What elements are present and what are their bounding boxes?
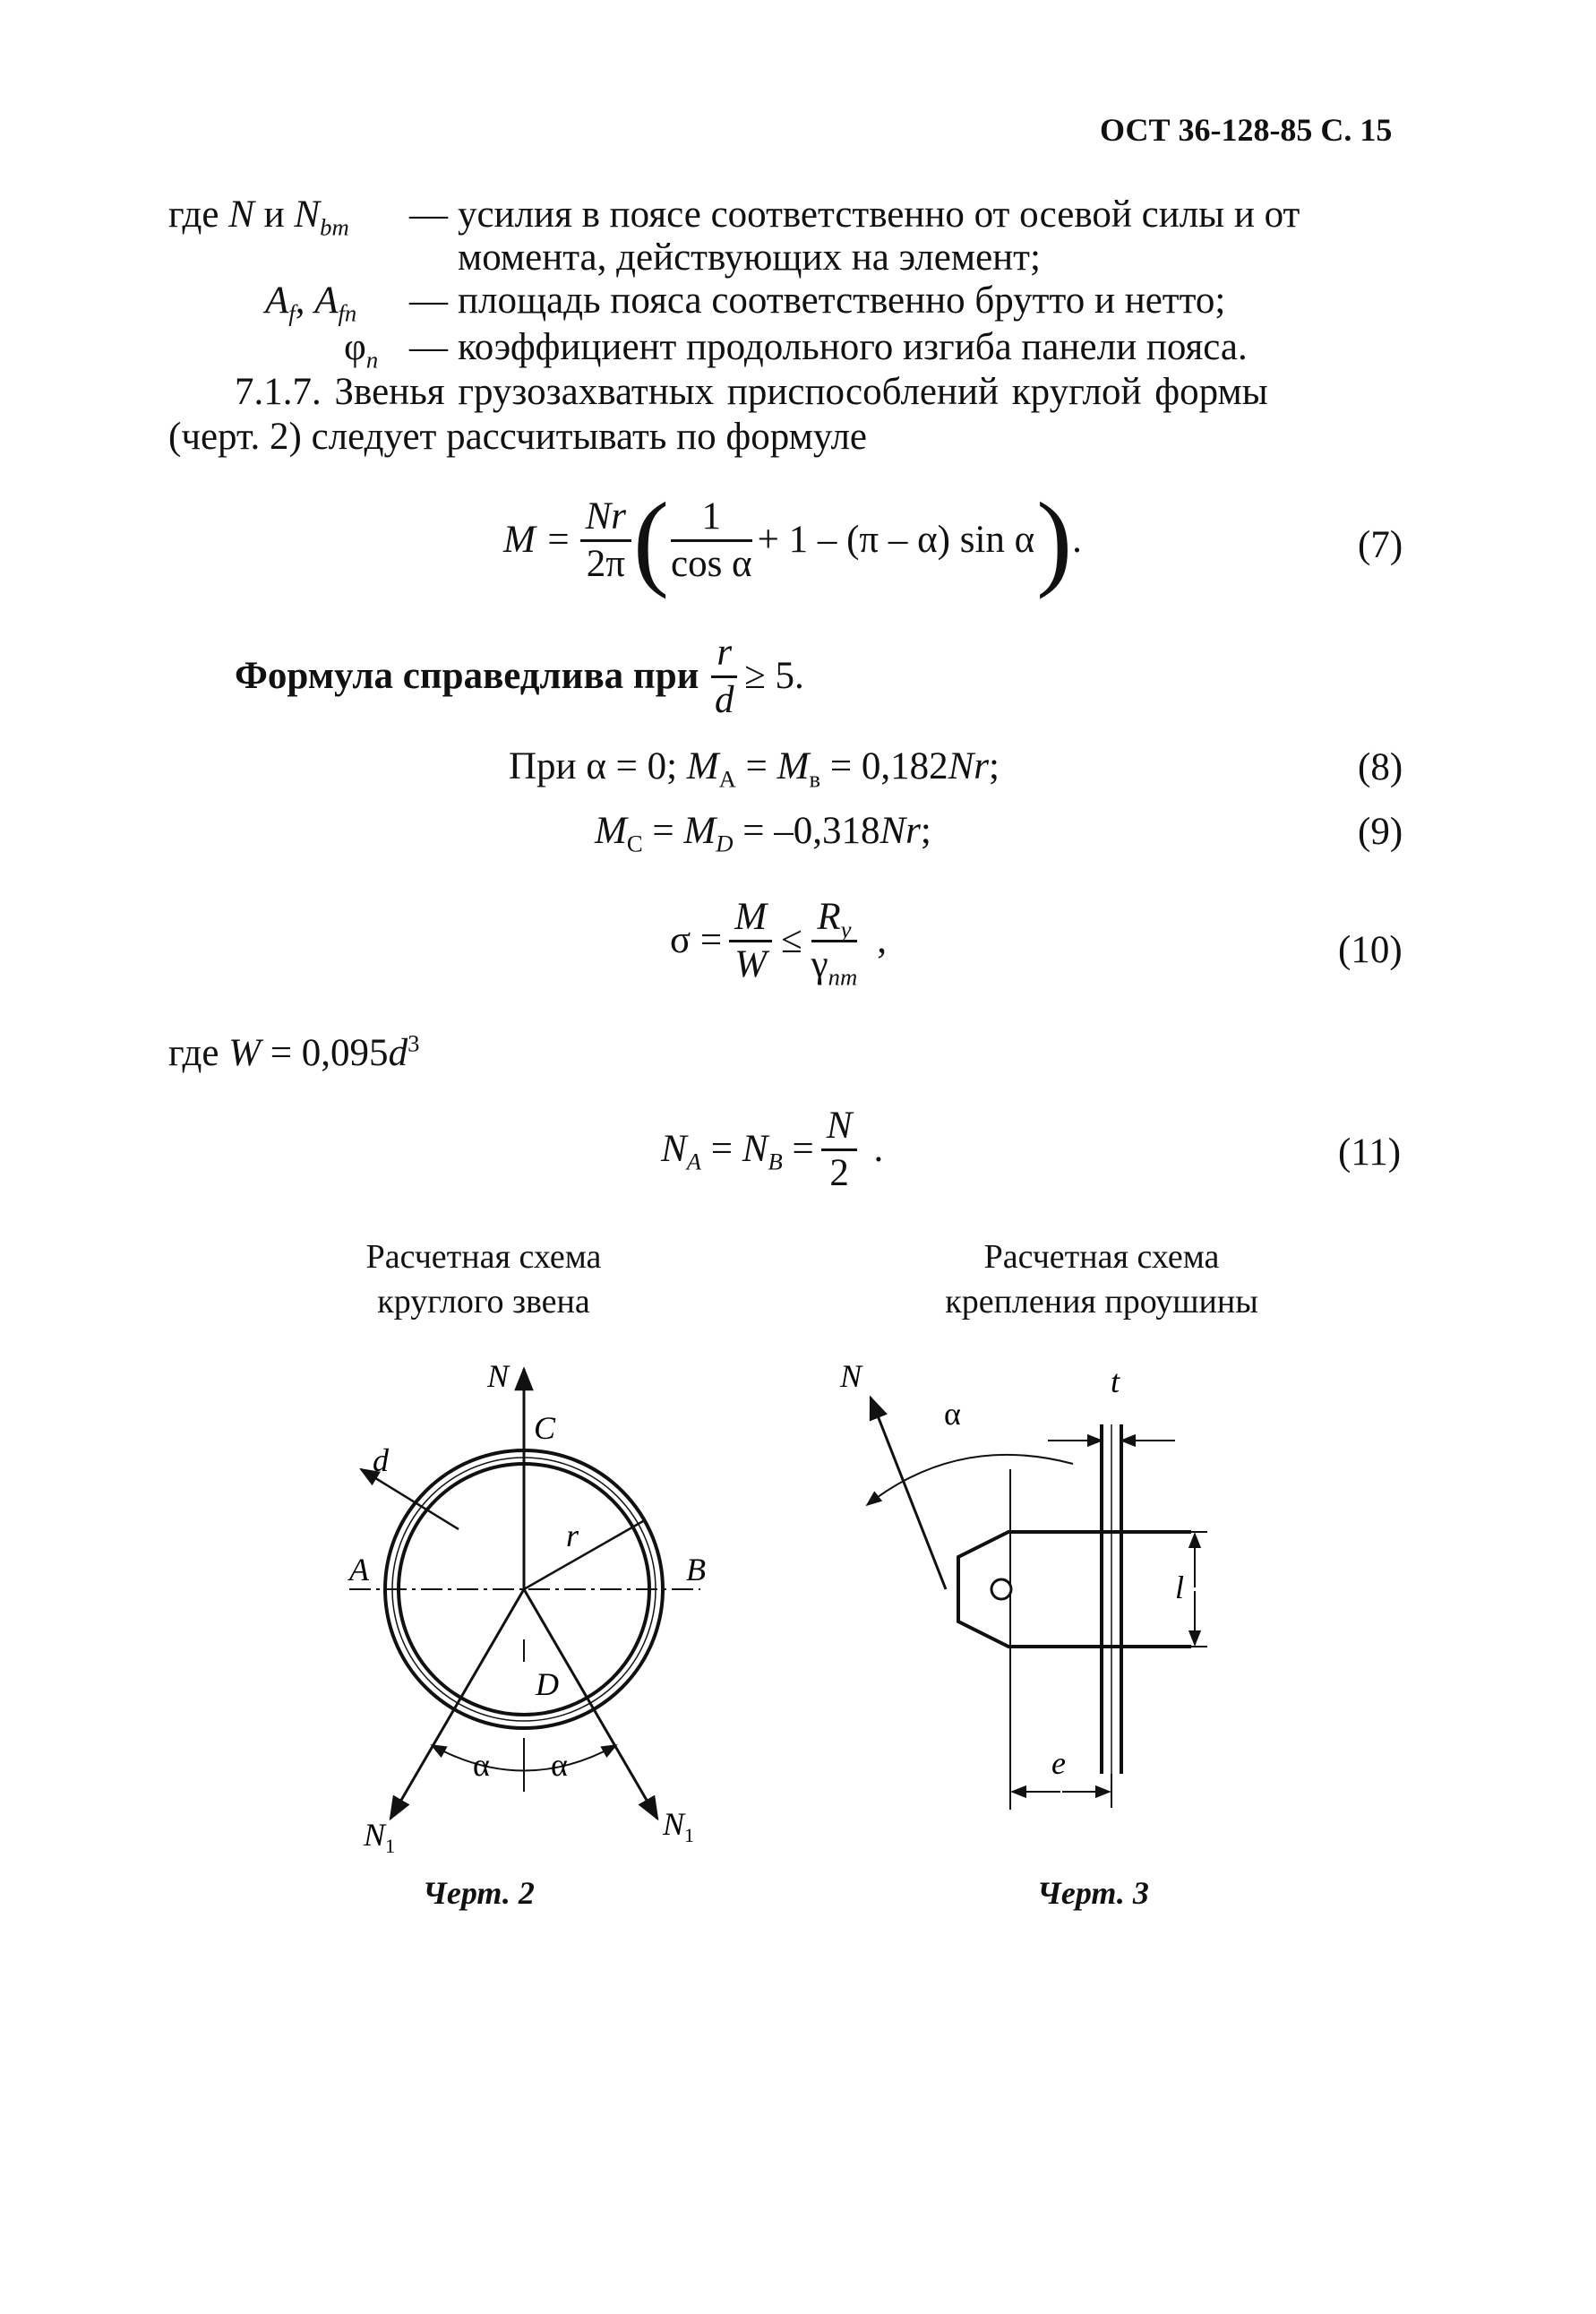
label-c: C xyxy=(534,1410,556,1446)
label-e: e xyxy=(1051,1745,1066,1781)
equation-10 xyxy=(670,882,887,999)
validity-rest: ≥ 5. xyxy=(744,655,804,697)
eq7-rest: + 1 – (π – α) sin α xyxy=(757,519,1035,561)
def-text: момента, действующих на элемент; xyxy=(458,237,1041,279)
figure-3-label: Черт. 3 xyxy=(1037,1875,1149,1911)
label-alpha: α xyxy=(944,1396,961,1432)
equation-7 xyxy=(503,480,1082,599)
eye-hole xyxy=(991,1579,1011,1599)
label-b: B xyxy=(686,1552,706,1587)
label-n: N xyxy=(487,1358,510,1394)
eq10-lhs: σ = xyxy=(670,919,723,961)
eq7-fraction: $\frac{Nr}{2\pi}$ xyxy=(580,495,631,586)
equation-number: (8) xyxy=(1358,746,1403,788)
equation-number: (11) xyxy=(1338,1131,1402,1174)
validity-condition xyxy=(235,627,804,726)
eq10-comma: , xyxy=(877,919,887,961)
def-dash: — xyxy=(409,280,448,322)
dimension-d-arrow xyxy=(361,1469,459,1529)
label-n1-right: $N_1$ xyxy=(663,1806,695,1846)
figure-2-round-link-diagram xyxy=(331,1344,725,1857)
def-symbol-phi-n: $\varphi_n$ xyxy=(344,326,379,374)
label-a: A xyxy=(349,1552,369,1587)
def-text: коэффициент продольного изгиба панели пояса. xyxy=(458,326,1248,368)
where-w: где $W = 0,095d^3$ xyxy=(168,1029,420,1074)
label-n1-left: $N_1$ xyxy=(364,1817,396,1857)
figure-2-label: Черт. 2 xyxy=(423,1875,535,1911)
radius-r-line xyxy=(524,1521,643,1589)
eq7-period: . xyxy=(1072,519,1082,561)
eq11-lhs: $N_A = N_B$ = xyxy=(661,1128,814,1175)
figure-3-eye-fastening-diagram xyxy=(833,1353,1209,1819)
eq7-right-paren: ) xyxy=(1036,480,1073,599)
def-text: площадь пояса соответственно брутто и нетто; xyxy=(458,280,1226,322)
eq7-lhs: M = xyxy=(503,519,571,561)
equation-number: (10) xyxy=(1338,929,1403,971)
paragraph-line: (черт. 2) следует рассчитывать по формуле xyxy=(168,416,868,458)
validity-fraction: $\frac{r}{d}$ xyxy=(711,631,737,722)
def-text: усилия в поясе соответственно от осевой силы и от xyxy=(458,194,1300,236)
figure-2-caption: Расчетная схема круглого звена xyxy=(365,1238,602,1320)
equation-number: (7) xyxy=(1358,524,1403,566)
force-n1-left-line xyxy=(390,1589,524,1819)
def-symbol-af-afn: $A_f$, $A_{fn}$ xyxy=(265,280,357,327)
document-reference: ОСТ 36-128-85 С. 15 xyxy=(1100,112,1393,148)
label-t: t xyxy=(1111,1363,1120,1399)
label-n: N xyxy=(840,1358,862,1394)
eq11-fraction: $\frac{N}{2}$ xyxy=(821,1104,858,1195)
equation-8: При α = 0; $M_A = M_в = 0,182Nr$; xyxy=(509,745,1000,793)
def-symbol-n-nbm: где N и $N_{bm}$ xyxy=(168,194,349,241)
eq11-period: . xyxy=(873,1128,884,1170)
label-l: l xyxy=(1175,1570,1185,1605)
label-alpha-right: α xyxy=(551,1747,568,1783)
equation-number: (9) xyxy=(1358,811,1403,853)
eq10-fraction: $\frac{R_y}{\gamma_{nm}}$ xyxy=(811,896,858,991)
label-d-point: D xyxy=(536,1666,559,1702)
paragraph-line: 7.1.7. Звенья грузозахватных приспособлений круглой формы xyxy=(235,371,1268,413)
figure-3-caption: Расчетная схема крепления проушины xyxy=(945,1238,1258,1320)
eq7-left-paren: ( xyxy=(633,480,669,599)
alpha-angle-arc xyxy=(867,1455,1073,1505)
equation-9: $M_C = M_D = -0,318Nr$; xyxy=(595,810,931,857)
def-dash: — xyxy=(409,326,448,368)
equation-11 xyxy=(661,1100,883,1199)
validity-text: Формула справедлива при xyxy=(235,655,699,697)
label-alpha-left: α xyxy=(473,1747,490,1783)
eq7-fraction: $\frac{1}{\text{cos α}}$ xyxy=(670,495,752,585)
eq10-le: ≤ xyxy=(781,919,802,961)
label-d: d xyxy=(373,1442,389,1478)
def-dash: — xyxy=(409,194,448,236)
eq10-fraction: $\frac{M}{W}$ xyxy=(729,895,772,986)
label-r: r xyxy=(566,1518,579,1553)
force-n1-right-line xyxy=(524,1589,657,1819)
